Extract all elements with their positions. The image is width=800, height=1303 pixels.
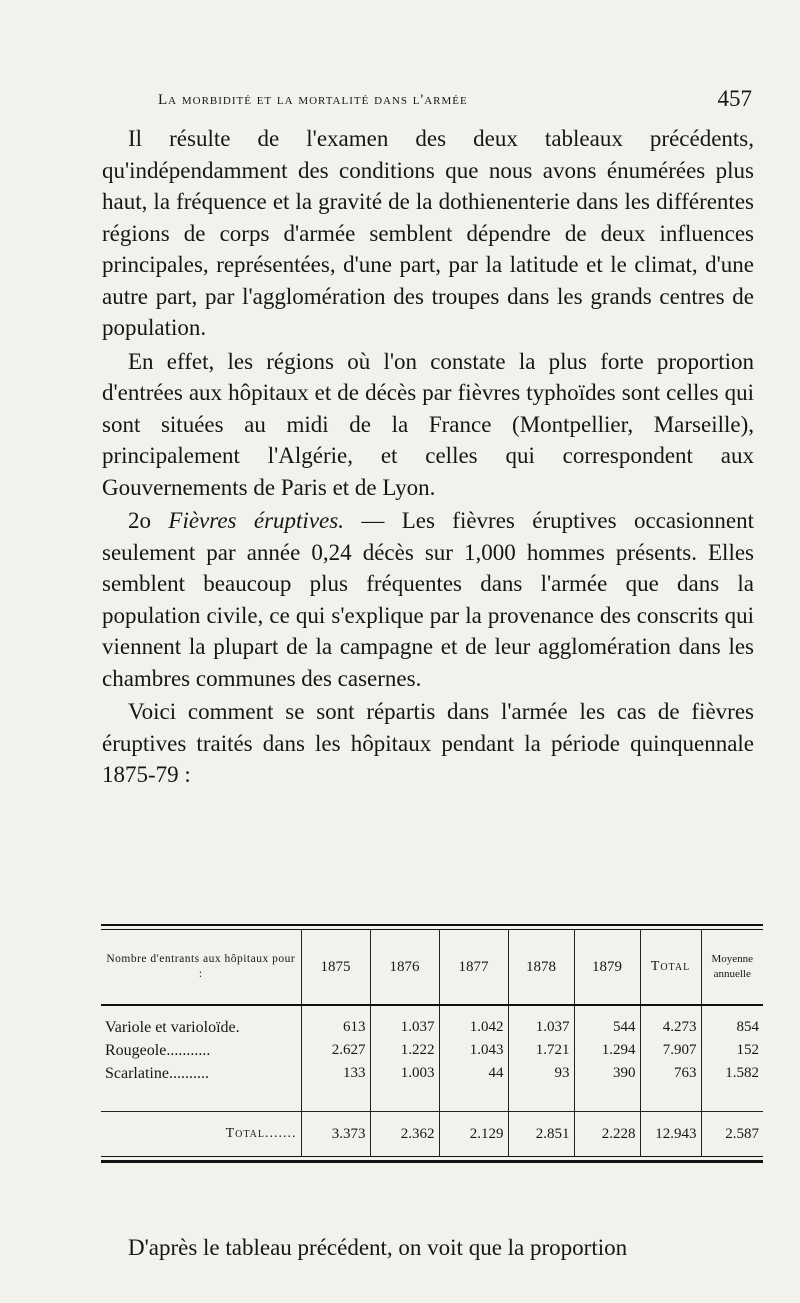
table-header-year: 1875 xyxy=(301,930,370,1005)
cell-value: 2.627 xyxy=(301,1039,370,1062)
cell-value: 3.373 xyxy=(301,1112,370,1157)
paragraph-4: Voici comment se sont répartis dans l'armée les cas de fièvres éruptives traités dans les hôpitaux pendant la période quinquennale 1875-79 : xyxy=(102,699,754,787)
row-label: Scarlatine.......... xyxy=(105,1064,209,1082)
table-header-label: Nombre d'entrants aux hôpitaux pour : xyxy=(106,953,296,980)
total-row xyxy=(101,1112,763,1157)
table-row xyxy=(101,1016,763,1039)
cell-value: 1.043 xyxy=(439,1039,508,1062)
eruptive-fevers-table xyxy=(101,924,763,1163)
paragraph-3-body: — Les fièvres éruptives occasionnent seulement par année 0,24 décès sur 1,000 hommes présents. Elles semblent beaucoup plus fréquentes dans l'armée que dans la population civile, ce qui s'explique par la provenance des conscrits qui viennent la plupart de la campagne et de leur agglomération dans les chambres communes des casernes. xyxy=(102,508,755,691)
cell-value: 1.037 xyxy=(370,1016,439,1039)
table-header-year: 1879 xyxy=(574,930,640,1005)
page-header xyxy=(102,86,752,116)
header-separator xyxy=(101,1005,763,1016)
cell-total: 763 xyxy=(640,1062,701,1085)
section-number: 2o xyxy=(128,508,151,533)
paragraph-1: Il résulte de l'examen des deux tableaux précédents, qu'indépendamment des conditions que nous avons énumérées plus haut, la fréquence et la gravité de la dothienenterie dans les différentes régions de corps d'armée semblent dépendre de deux influences principales, représentées, d'une part, par la latitude et le climat, d'une autre part, par l'agglomération des troupes dans les grands centres de population. xyxy=(102,126,754,340)
cell-value: 2.228 xyxy=(574,1112,640,1157)
cell-value: 93 xyxy=(508,1062,574,1085)
running-title: La morbidité et la mortalité dans l'armée xyxy=(158,92,468,108)
table-row xyxy=(101,1039,763,1062)
cell-value: 2.129 xyxy=(439,1112,508,1157)
cell-value: 613 xyxy=(301,1016,370,1039)
row-label: Variole et varioloïde. xyxy=(105,1018,240,1036)
table-bottom-rule xyxy=(101,1156,763,1163)
cell-moyenne: 2.587 xyxy=(701,1112,763,1157)
cell-value: 1.721 xyxy=(508,1039,574,1062)
cell-total: 4.273 xyxy=(640,1016,701,1039)
cell-moyenne: 1.582 xyxy=(701,1062,763,1085)
total-separator xyxy=(101,1099,763,1112)
section-title: Fièvres éruptives. xyxy=(168,508,344,533)
cell-value: 1.222 xyxy=(370,1039,439,1062)
body-text xyxy=(102,123,754,791)
table-row xyxy=(101,1062,763,1085)
table-spacer xyxy=(101,1085,763,1099)
paragraph-2: En effet, les régions où l'on constate la plus forte proportion d'entrées aux hôpitaux et de décès par fièvres typhoïdes sont celles qui sont situées au midi de la France (Montpellier, Marseille), principalement l'Algérie, et celles qui correspondent aux Gouvernements de Paris et de Lyon. xyxy=(102,348,754,500)
paragraph-3 xyxy=(102,505,754,694)
page-number: 457 xyxy=(717,86,752,111)
table-header-total: Total xyxy=(640,930,701,1005)
total-row-label: Total....... xyxy=(225,1126,297,1141)
cell-moyenne: 854 xyxy=(701,1016,763,1039)
cell-value: 2.851 xyxy=(508,1112,574,1157)
cell-total: 7.907 xyxy=(640,1039,701,1062)
cell-value: 1.003 xyxy=(370,1062,439,1085)
table-header-year: 1878 xyxy=(508,930,574,1005)
cell-value: 133 xyxy=(301,1062,370,1085)
cell-value: 1.037 xyxy=(508,1016,574,1039)
cell-moyenne: 152 xyxy=(701,1039,763,1062)
paragraph-5: D'après le tableau précédent, on voit que la proportion xyxy=(128,1235,628,1260)
cell-value: 390 xyxy=(574,1062,640,1085)
cell-value: 1.042 xyxy=(439,1016,508,1039)
table-header-year: 1877 xyxy=(439,930,508,1005)
table-header-moyenne: Moyenne annuelle xyxy=(701,930,763,1005)
body-text-continued xyxy=(102,1232,754,1264)
cell-total: 12.943 xyxy=(640,1112,701,1157)
cell-value: 44 xyxy=(439,1062,508,1085)
cell-value: 2.362 xyxy=(370,1112,439,1157)
table-header-year: 1876 xyxy=(370,930,439,1005)
row-label: Rougeole........... xyxy=(105,1041,211,1059)
cell-value: 1.294 xyxy=(574,1039,640,1062)
cell-value: 544 xyxy=(574,1016,640,1039)
